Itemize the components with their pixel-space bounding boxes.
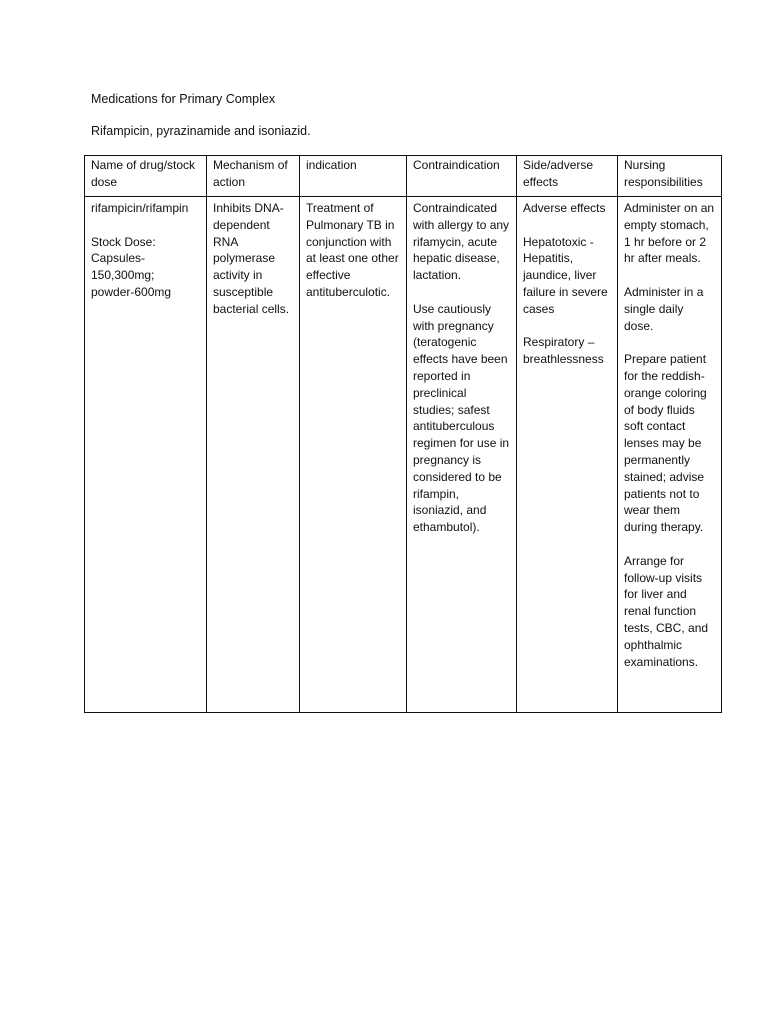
nursing-patient-prep: Prepare patient for the reddish-orange coloring of body fluids soft contact lenses may be permanently stained; advise patients not to wear them during therapy. [624,352,707,535]
nursing-dosing: Administer in a single daily dose. [624,284,704,333]
document-title: Medications for Primary Complex [91,92,276,106]
side-effect-hepatotoxic: Hepatotoxic - Hepatitis, jaundice, liver failure in severe cases [523,234,608,316]
cell-nursing [618,197,722,713]
header-drug-name: Name of drug/stock dose [85,156,207,197]
side-effects-heading: Adverse effects [523,201,606,215]
side-effect-respiratory: Respiratory – breathlessness [523,335,604,367]
cell-contraindication [407,197,517,713]
medication-table [84,155,722,713]
cell-mechanism [207,197,300,713]
cell-drug [85,197,207,713]
contraindication-text: Contraindicated with allergy to any rifamycin, acute hepatic disease, lactation. [413,201,510,283]
contraindication-caution-text: Use cautiously with pregnancy (teratogenic effects have been reported in preclinical studies; safest antituberculous regimen for use in pregnancy is considered to be rifampin, isoniazid, and ethambutol). [413,301,510,535]
document-subtitle: Rifampicin, pyrazinamide and isoniazid. [91,124,311,138]
drug-name: rifampicin/rifampin [91,201,189,215]
table-header-row [85,156,722,197]
mechanism-text: Inhibits DNA-dependent RNA polymerase activity in susceptible bacterial cells. [213,201,290,316]
drug-stock-dose: Stock Dose: Capsules-150,300mg; powder-600mg [91,234,172,299]
indication-text: Treatment of Pulmonary TB in conjunction with at least one other effective antituberculotic. [306,201,399,299]
header-mechanism: Mechanism of action [207,156,300,197]
header-nursing: Nursing responsibilities [618,156,722,197]
nursing-follow-up: Arrange for follow-up visits for liver and renal function tests, CBC, and ophthalmic examinations. [624,553,709,669]
nursing-administration: Administer on an empty stomach, 1 hr before or 2 hr after meals. [624,201,715,266]
header-indication: indication [300,156,407,197]
cell-indication [300,197,407,713]
cell-side-effects [517,197,618,713]
table-row [85,197,722,713]
header-contraindication: Contraindication [407,156,517,197]
header-side-effects: Side/adverse effects [517,156,618,197]
